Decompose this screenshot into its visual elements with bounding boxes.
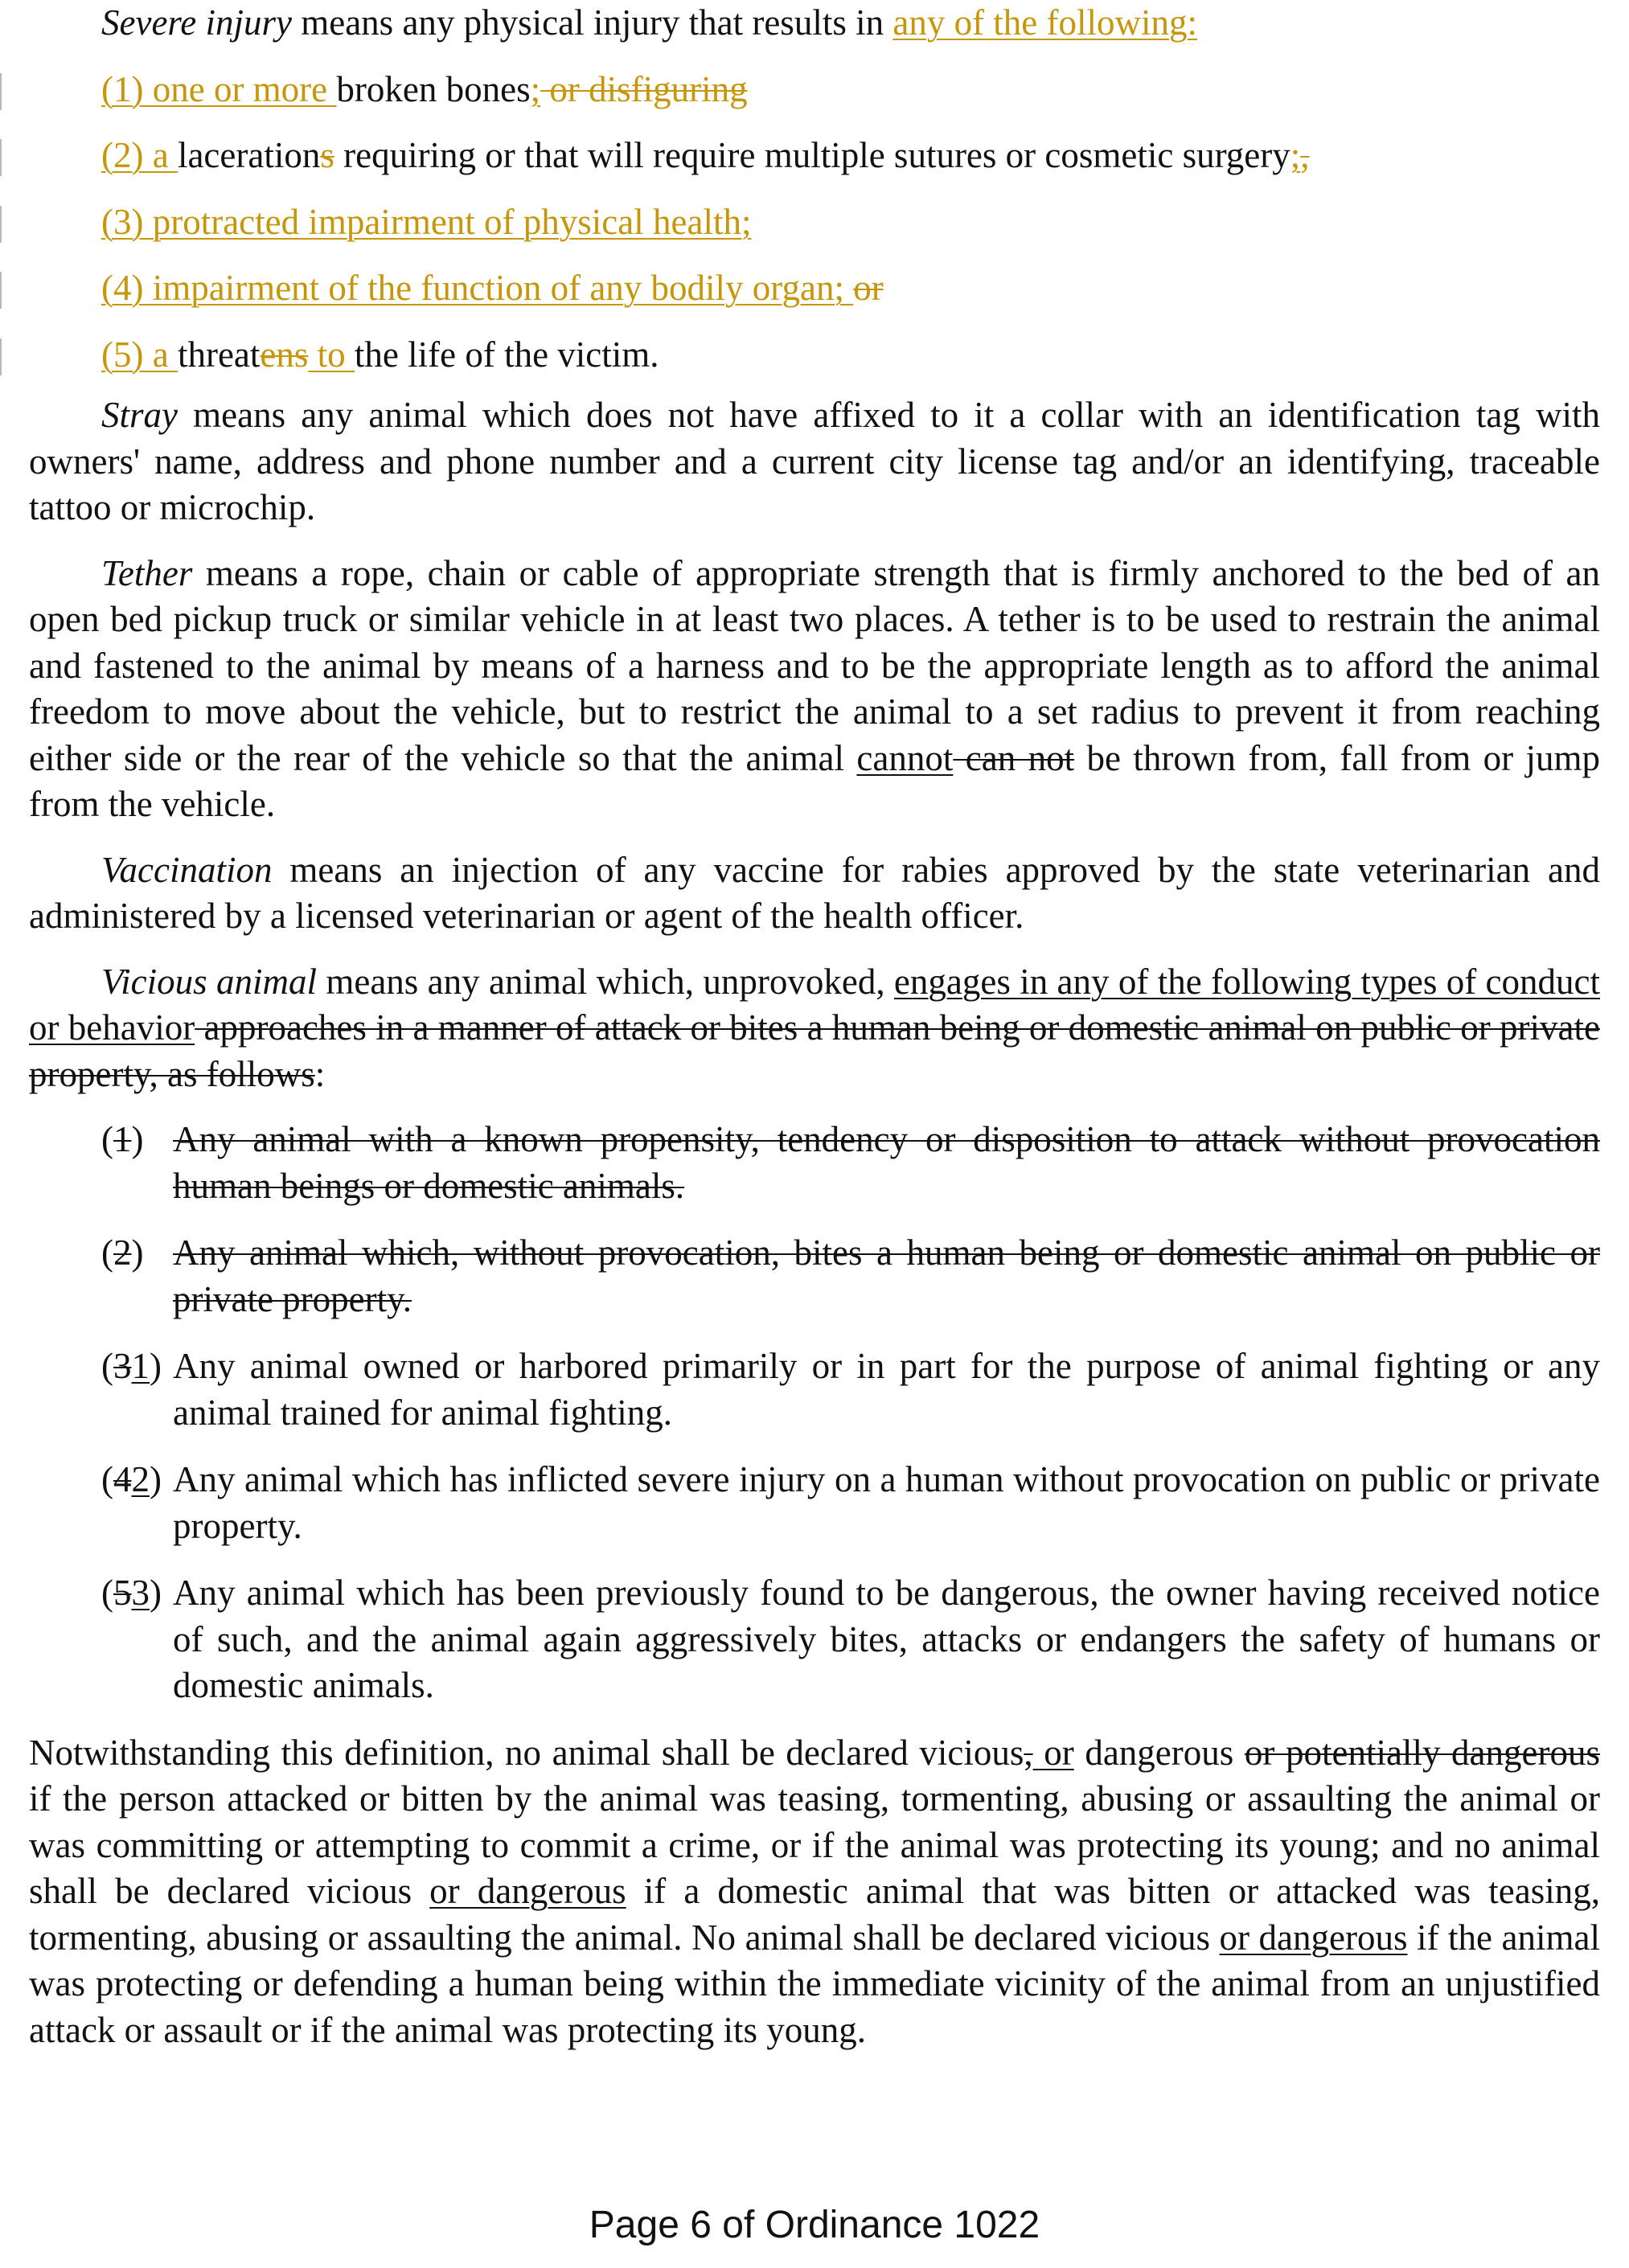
list-item-number: (31) — [101, 1346, 162, 1386]
paragraph-text: Notwithstanding this definition, no animal shall be declared vicious — [29, 1732, 1024, 1773]
document-page — [29, 0, 1600, 2053]
severe-injury-definition — [29, 0, 1600, 47]
deleted-text: , — [1300, 135, 1310, 175]
list-item — [101, 199, 1600, 246]
change-bar — [0, 139, 2, 176]
paragraph-text: if the person attacked or bitten by the animal was teasing, tormenting, abusing or assaulting the animal or was committing or attempting to commit a crime, or if the animal was protecting its young; and no animal shall be declared vicious — [29, 1778, 1600, 1911]
page-footer: Page 6 of Ordinance 1022 — [589, 2204, 1040, 2246]
list-item — [101, 67, 1600, 113]
vicious-text: means any animal which, unprovoked, — [317, 961, 894, 1002]
list-item — [101, 133, 1600, 179]
tether-tail: be thrown from, fall from or jump from the vehicle. — [29, 737, 1601, 824]
inserted-text: ; — [530, 68, 541, 109]
stray-definition — [29, 392, 1600, 531]
paragraph-text: if the animal was protecting or defending a human being within the immediate vicinity of the animal from an unjustified attack or assault or if the animal was protecting its young. — [29, 1917, 1600, 2050]
list-item-number: (2) — [101, 1232, 144, 1273]
severe-injury-list — [29, 67, 1600, 379]
change-bar — [0, 338, 2, 375]
list-item-text: Any animal owned or harbored primarily or in part for the purpose of animal fighting or any animal trained for animal fighting. — [173, 1346, 1600, 1433]
inserted-text: any of the following: — [892, 2, 1198, 43]
inserted-text: (1) one or more — [101, 68, 337, 109]
deleted-text: , — [1024, 1732, 1033, 1773]
list-item-text: requiring or that will require multiple sutures or cosmetic surgery — [334, 135, 1290, 175]
deleted-text: or potentially dangerous — [1244, 1732, 1600, 1773]
inserted-text: or — [1032, 1732, 1074, 1773]
inserted-text: (2) a — [101, 135, 178, 175]
term-stray: Stray — [101, 395, 178, 435]
inserted-text: ; — [1290, 135, 1301, 175]
deleted-text: s — [320, 135, 334, 175]
tether-text: means a rope, chain or cable of appropriate strength that is firmly anchored to the bed of an open bed pickup truck or similar vehicle in at least two places. A tether is to be used to restrain the animal and fastened to the animal by means of a harness and to be the appropriate length as to afford the animal freedom to move about the vehicle, but to restrict the animal to a set radius to prevent it from reaching either side or the rear of the vehicle so that the animal — [29, 552, 1600, 778]
change-bar — [0, 73, 2, 110]
vaccination-definition — [29, 847, 1600, 940]
term-tether: Tether — [101, 552, 193, 593]
deleted-text: or disfiguring — [540, 68, 748, 109]
list-item-text: the life of the victim. — [354, 334, 659, 375]
inserted-text: or dangerous — [429, 1871, 626, 1911]
stray-text: means any animal which does not have affixed to it a collar with an identification tag with owners' name, address and phone number and a current city license tag and/or an identifying, traceable tattoo or microchip. — [29, 395, 1600, 527]
inserted-text: to — [308, 334, 355, 375]
list-item — [29, 1230, 1600, 1323]
change-bar — [0, 272, 2, 309]
list-item-text: Any animal which has inflicted severe injury on a human without provocation on public or private property. — [173, 1459, 1600, 1546]
tether-definition — [29, 551, 1600, 828]
paragraph-text: dangerous — [1073, 1732, 1245, 1773]
list-item-text: Any animal which, without provocation, bites a human being or domestic animal on public or private property. — [173, 1232, 1600, 1319]
deleted-text: ens — [260, 334, 309, 375]
vicious-animal-definition — [29, 959, 1600, 1098]
deleted-text: approaches in a manner of attack or bites a human being or domestic animal on public or private property, as follows — [29, 1007, 1600, 1094]
inserted-text: cannot — [856, 737, 954, 778]
term-severe-injury: Severe injury — [101, 2, 292, 43]
list-item — [29, 1570, 1600, 1709]
list-item-text: Any animal which has been previously found to be dangerous, the owner having received notice of such, and the animal again aggressively bites, attacks or endangers the safety of humans or domestic animals. — [173, 1573, 1600, 1705]
change-bar — [0, 206, 2, 243]
list-item — [29, 1457, 1600, 1549]
inserted-text: (3) protracted impairment of physical health; — [101, 201, 752, 242]
list-item-text: broken bones — [336, 68, 531, 109]
list-item — [29, 1343, 1600, 1436]
inserted-text: engages in any of the following types of conduct or behavior — [29, 961, 1601, 1048]
paragraph-text: if a domestic animal that was bitten or attacked was teasing, tormenting, abusing or assaulting the animal. No animal shall be declared vicious — [29, 1871, 1600, 1958]
inserted-text: or dangerous — [1219, 1917, 1408, 1958]
list-item — [101, 332, 1600, 379]
inserted-text: (5) a — [101, 334, 178, 375]
term-vaccination: Vaccination — [101, 849, 273, 890]
vicious-tail: : — [314, 1053, 326, 1094]
vaccination-text: means an injection of any vaccine for rabies approved by the state veterinarian and administered by a licensed veterinarian or agent of the health officer. — [29, 849, 1600, 936]
list-item-text: Any animal with a known propensity, tendency or disposition to attack without provocation human beings or domestic animals. — [173, 1119, 1600, 1206]
severe-injury-intro: means any physical injury that results in — [291, 2, 893, 43]
list-item-text: laceration — [177, 135, 321, 175]
notwithstanding-paragraph — [29, 1730, 1600, 2054]
list-item-number: (42) — [101, 1459, 162, 1499]
list-item-number: (53) — [101, 1573, 162, 1613]
inserted-text: (4) impairment of the function of any bodily organ; — [101, 268, 854, 308]
list-item-text: threat — [177, 334, 261, 375]
deleted-text: or — [853, 268, 884, 308]
term-vicious-animal: Vicious animal — [101, 961, 317, 1002]
list-item — [29, 1117, 1600, 1209]
deleted-text: can not — [953, 737, 1075, 778]
list-item — [101, 265, 1600, 312]
list-item-number: (1) — [101, 1119, 144, 1159]
vicious-animal-list — [29, 1117, 1600, 1709]
